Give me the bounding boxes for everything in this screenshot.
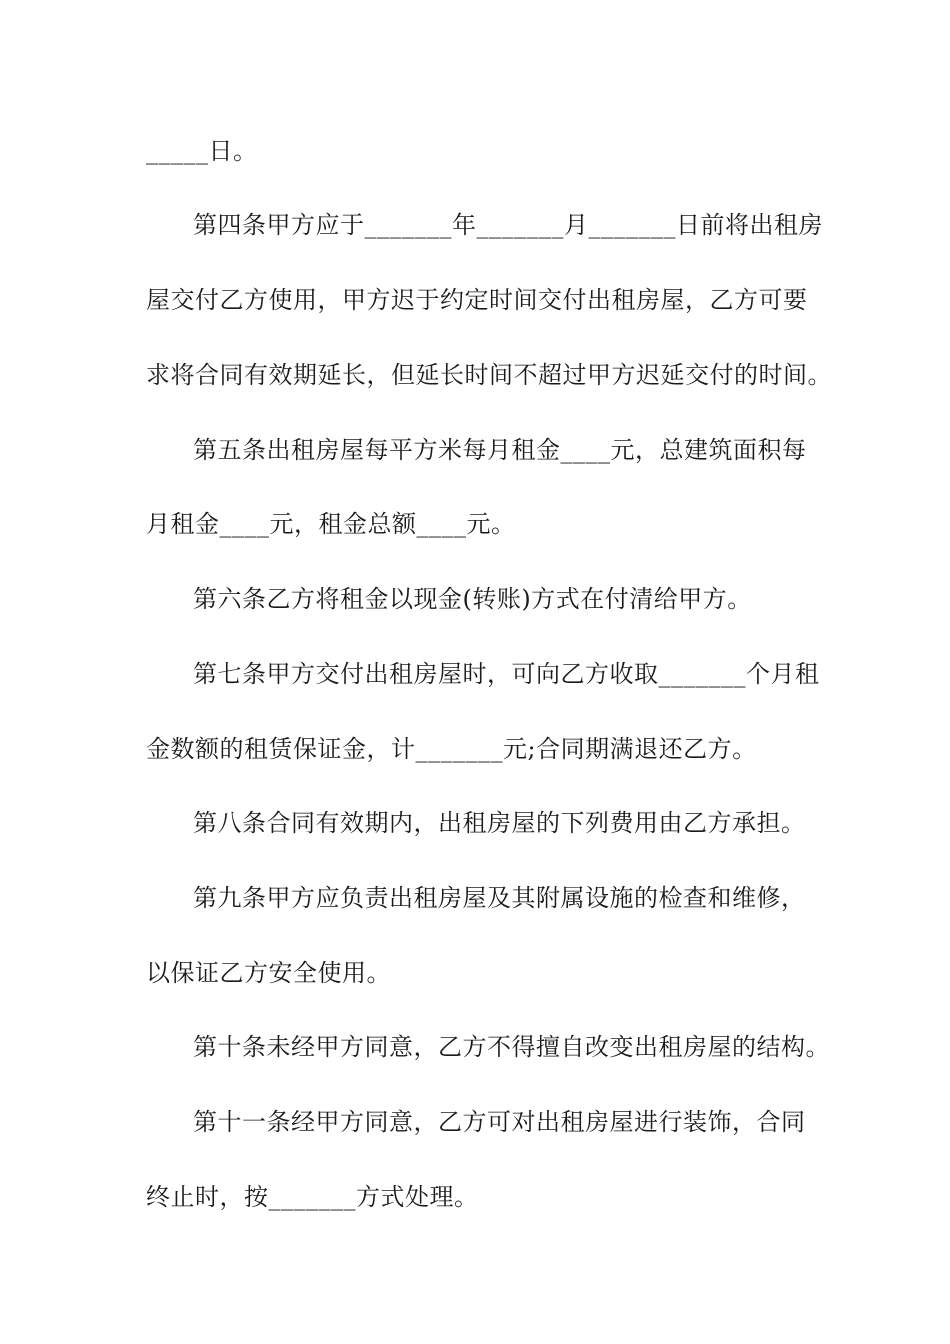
clause-7-line-1: 第七条甲方交付出租房屋时，可向乙方收取_______个月租 [193, 660, 820, 688]
clause-5-line-1: 第五条出租房屋每平方米每月租金____元，总建筑面积每 [193, 436, 807, 464]
clause-5-line-2: 月租金____元，租金总额____元。 [146, 510, 516, 538]
clause-9-line-1: 第九条甲方应负责出租房屋及其附属设施的检查和维修， [193, 884, 806, 912]
clause-8: 第八条合同有效期内，出租房屋的下列费用由乙方承担。 [193, 809, 806, 837]
clause-9-line-2: 以保证乙方安全使用。 [146, 959, 391, 987]
clause-11-line-2: 终止时，按_______方式处理。 [146, 1183, 479, 1211]
clause-7-line-2: 金数额的租赁保证金，计_______元;合同期满退还乙方。 [146, 735, 757, 763]
clause-4-line-3: 求将合同有效期延长，但延长时间不超过甲方迟延交付的时间。 [146, 361, 832, 389]
text-line: _____日。 [146, 137, 258, 165]
clause-4-line-2: 屋交付乙方使用，甲方迟于约定时间交付出租房屋，乙方可要 [146, 286, 808, 314]
clause-11-line-1: 第十一条经甲方同意，乙方可对出租房屋进行装饰，合同 [193, 1108, 806, 1136]
clause-6: 第六条乙方将租金以现金(转账)方式在付清给甲方。 [193, 585, 752, 613]
clause-10: 第十条未经甲方同意，乙方不得擅自改变出租房屋的结构。 [193, 1033, 830, 1061]
clause-4-line-1: 第四条甲方应于_______年_______月_______日前将出租房 [193, 211, 823, 239]
